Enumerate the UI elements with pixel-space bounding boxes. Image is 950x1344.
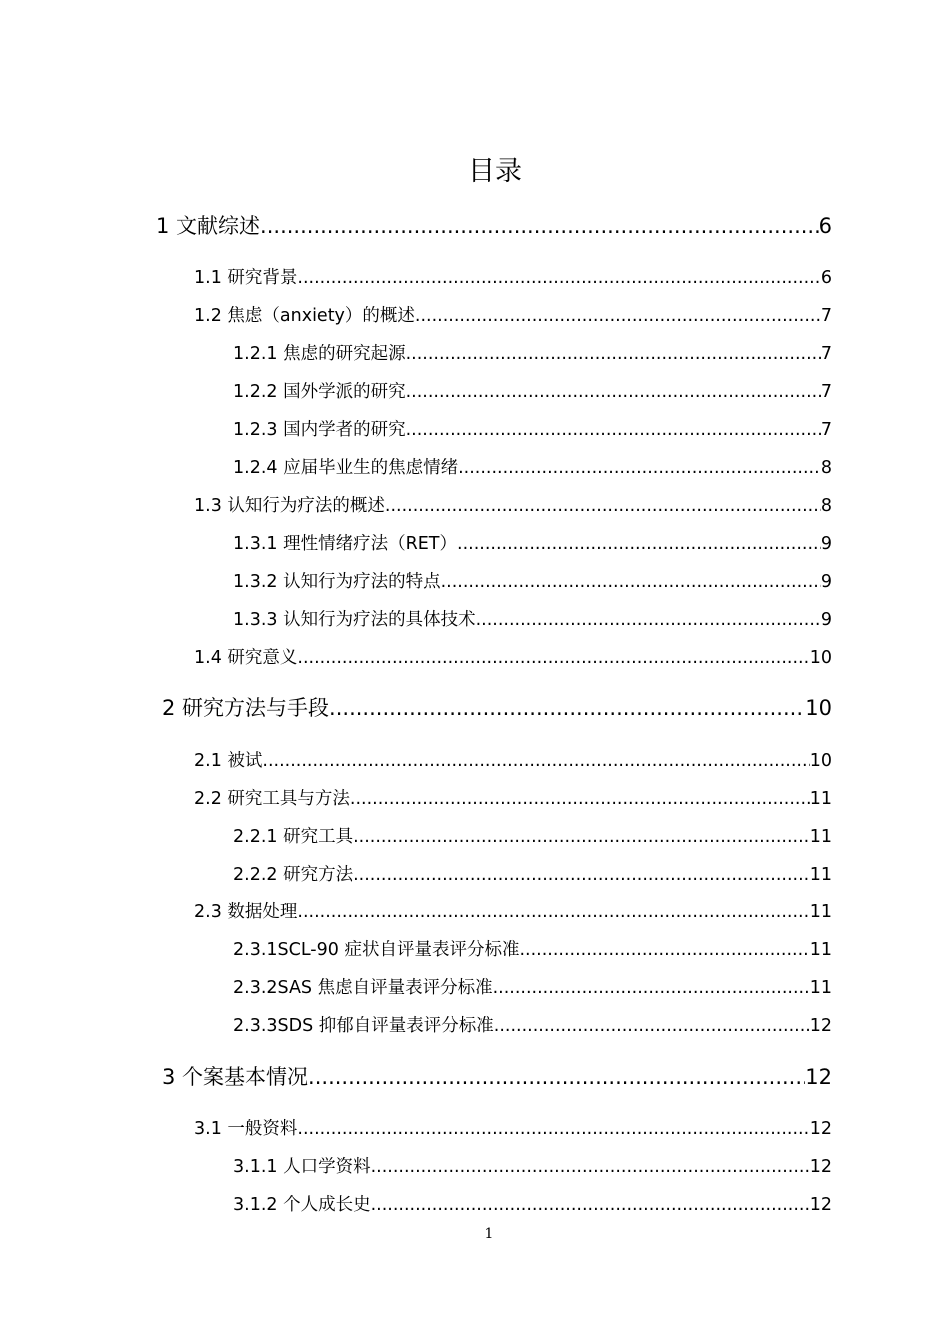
toc-entry-page: 10 (809, 751, 832, 771)
toc-entry-page: 11 (809, 827, 832, 847)
toc-entry[interactable] (233, 532, 832, 556)
toc-leader (353, 863, 810, 887)
toc-entry-label: 2.3.1SCL-90 症状自评量表评分标准 (233, 940, 520, 960)
toc-entry-page: 11 (809, 902, 832, 922)
toc-entry-label: 3.1 一般资料 (194, 1119, 298, 1139)
toc-entry-page: 12 (805, 1065, 832, 1089)
toc-leader (458, 456, 821, 480)
toc-entry[interactable] (233, 825, 832, 849)
toc-entry-page: 6 (818, 214, 832, 238)
toc-entry-label: 1.3.1 理性情绪疗法（RET） (233, 534, 457, 554)
toc-leader (494, 1014, 810, 1038)
toc-entry-page: 9 (820, 610, 832, 630)
toc-leader (385, 494, 821, 518)
toc-leader (329, 693, 805, 723)
toc-leader (297, 1117, 809, 1141)
toc-leader (519, 938, 809, 962)
toc-entry-page: 9 (820, 534, 832, 554)
toc-entry[interactable] (233, 456, 832, 480)
toc-leader (262, 749, 809, 773)
toc-entry[interactable] (233, 1193, 832, 1217)
toc-entry-label: 1.2.1 焦虑的研究起源 (233, 344, 406, 364)
toc-leader (415, 304, 821, 328)
toc-leader (493, 976, 810, 1000)
toc-entry-page: 7 (820, 420, 832, 440)
toc-leader (260, 211, 819, 241)
toc-entry[interactable] (233, 380, 832, 404)
toc-entry-page: 6 (820, 268, 832, 288)
toc-entry-label: 2.3.3SDS 抑郁自评量表评分标准 (233, 1016, 494, 1036)
toc-entry-label: 1.3.3 认知行为疗法的具体技术 (233, 610, 476, 630)
toc-entry[interactable] (156, 211, 832, 241)
page-number: 1 (484, 1226, 494, 1242)
toc-leader (441, 570, 821, 594)
toc-entry-page: 10 (809, 648, 832, 668)
toc-leader (406, 418, 821, 442)
toc-leader (297, 646, 809, 670)
toc-leader (406, 380, 821, 404)
toc-entry[interactable] (194, 266, 832, 290)
toc-entry-page: 8 (820, 458, 832, 478)
toc-title: 目录 (468, 156, 522, 187)
toc-entry-label: 1 文献综述 (156, 214, 261, 238)
toc-leader (476, 608, 821, 632)
toc-entry-label: 3.1.1 人口学资料 (233, 1157, 371, 1177)
toc-entry-page: 7 (820, 344, 832, 364)
toc-entry[interactable] (162, 693, 832, 723)
toc-entry[interactable] (194, 646, 832, 670)
toc-entry[interactable] (233, 863, 832, 887)
toc-entry-page: 11 (809, 789, 832, 809)
toc-entry-label: 1.1 研究背景 (194, 268, 298, 288)
toc-entry[interactable] (194, 749, 832, 773)
toc-leader (371, 1193, 810, 1217)
toc-entry-label: 1.2 焦虑（anxiety）的概述 (194, 306, 415, 326)
toc-entry[interactable] (233, 938, 832, 962)
toc-entry-page: 10 (805, 696, 832, 720)
toc-leader (353, 825, 810, 849)
toc-leader (297, 900, 809, 924)
toc-entry[interactable] (233, 1155, 832, 1179)
toc-entry-page: 7 (820, 306, 832, 326)
toc-entry-page: 11 (809, 978, 832, 998)
toc-entry[interactable] (194, 1117, 832, 1141)
toc-entry-label: 1.2.2 国外学派的研究 (233, 382, 406, 402)
toc-leader (308, 1062, 805, 1092)
toc-entry[interactable] (233, 976, 832, 1000)
toc-entry-page: 12 (809, 1195, 832, 1215)
toc-entry[interactable] (194, 787, 832, 811)
toc-entry-label: 2.2.2 研究方法 (233, 865, 354, 885)
toc-entry-label: 2 研究方法与手段 (162, 696, 330, 720)
toc-entry-page: 9 (820, 572, 832, 592)
toc-entry-label: 1.3 认知行为疗法的概述 (194, 496, 385, 516)
toc-entry-page: 8 (820, 496, 832, 516)
toc-entry[interactable] (194, 304, 832, 328)
toc-entry-page: 12 (809, 1016, 832, 1036)
toc-entry[interactable] (194, 900, 832, 924)
toc-leader (297, 266, 820, 290)
toc-leader (371, 1155, 810, 1179)
toc-entry-page: 12 (809, 1119, 832, 1139)
toc-entry[interactable] (194, 494, 832, 518)
toc-entry[interactable] (233, 1014, 832, 1038)
toc-entry-label: 1.3.2 认知行为疗法的特点 (233, 572, 441, 592)
toc-entry-label: 2.2 研究工具与方法 (194, 789, 350, 809)
toc-entry-label: 2.3.2SAS 焦虑自评量表评分标准 (233, 978, 493, 998)
toc-entry[interactable] (162, 1062, 832, 1092)
toc-entry-page: 7 (820, 382, 832, 402)
toc-entry-label: 3.1.2 个人成长史 (233, 1195, 371, 1215)
toc-entry-label: 1.2.3 国内学者的研究 (233, 420, 406, 440)
toc-entry-page: 12 (809, 1157, 832, 1177)
toc-entry-label: 2.3 数据处理 (194, 902, 298, 922)
toc-entry-label: 2.1 被试 (194, 751, 263, 771)
toc-leader (350, 787, 810, 811)
toc-entry[interactable] (233, 570, 832, 594)
toc-entry-page: 11 (809, 940, 832, 960)
toc-entry-label: 2.2.1 研究工具 (233, 827, 354, 847)
toc-entry-label: 3 个案基本情况 (162, 1065, 309, 1089)
toc-entry[interactable] (233, 608, 832, 632)
toc-entry[interactable] (233, 418, 832, 442)
toc-entry-page: 11 (809, 865, 832, 885)
toc-entry-label: 1.2.4 应届毕业生的焦虑情绪 (233, 458, 459, 478)
toc-leader (457, 532, 821, 556)
toc-leader (406, 342, 821, 366)
toc-entry[interactable] (233, 342, 832, 366)
toc-entry-label: 1.4 研究意义 (194, 648, 298, 668)
